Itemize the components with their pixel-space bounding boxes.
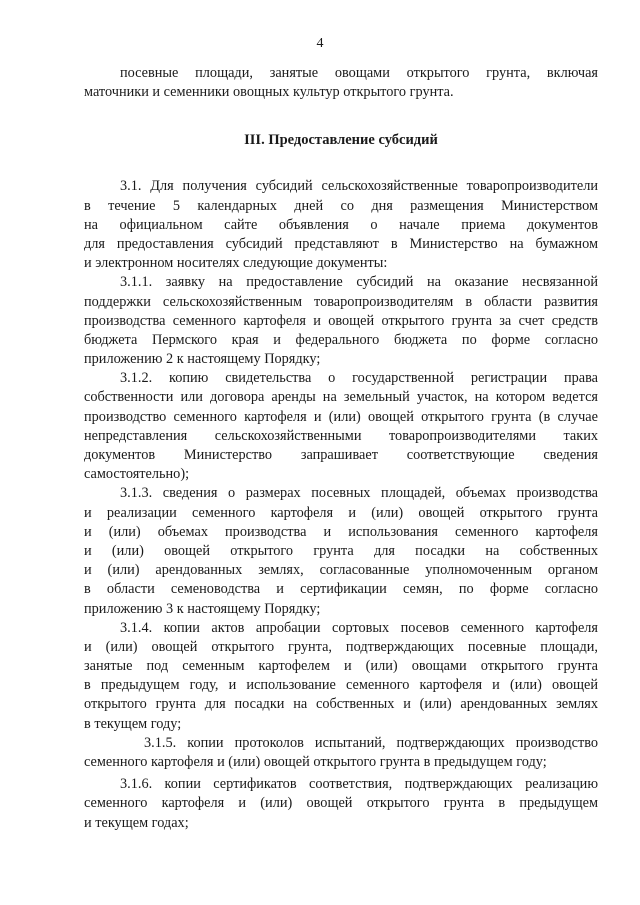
text-line: и электронном носителях следующие документы: (84, 255, 388, 272)
text-line: бюджета Пермского края и федерального бюджета по форме согласно (84, 331, 598, 348)
text-line: и реализации семенного картофеля и (или) овощей открытого грунта (84, 504, 598, 521)
paragraph-3-1-6 (84, 775, 598, 833)
text-line: занятые под семенным картофелем и (или) овощами открытого грунта (84, 658, 598, 675)
paragraph-3-1-3 (84, 484, 598, 618)
document-body (84, 64, 598, 833)
page-number: 4 (316, 36, 324, 51)
paragraph-3-1-5 (84, 734, 598, 772)
text-line: 3.1.5. копии протоколов испытаний, подтверждающих производство (144, 734, 598, 751)
text-line: в текущем году; (84, 715, 182, 732)
text-line: в области семеноводства и сертификации семян, по форме согласно (84, 581, 598, 598)
section-heading: III. Предоставление субсидий (244, 132, 438, 149)
text-line: производства семенного картофеля и овощей открытого грунта за счет средств (84, 312, 598, 329)
paragraph-3-1-1 (84, 273, 598, 369)
paragraph-3-1-4 (84, 619, 598, 734)
text-line: в течение 5 календарных дней со дня размещения Министерством (84, 197, 598, 214)
text-line: 3.1.2. копию свидетельства о государственной регистрации права (120, 370, 598, 387)
text-line: открытого грунта для посадки на собственных и (или) арендованных землях (84, 696, 598, 713)
text-line: непредставления сельскохозяйственными товаропроизводителями таких (84, 427, 598, 444)
text-line: и (или) овощей открытого грунта для посадки на собственных (84, 542, 598, 559)
text-line: 3.1. Для получения субсидий сельскохозяйственные товаропроизводители (120, 178, 598, 195)
text-line: семенного картофеля и (или) овощей открытого грунта в предыдущем году; (84, 754, 547, 770)
text-line: самостоятельно); (84, 466, 190, 483)
text-line: маточники и семенники овощных культур открытого грунта. (84, 84, 454, 101)
text-line: семенного картофеля и (или) овощей открытого грунта в предыдущем (84, 795, 598, 812)
text-line: посевные площади, занятые овощами открытого грунта, включая (120, 65, 598, 81)
text-line: и (или) овощей открытого грунта, подтверждающих посевные площади, (84, 638, 598, 655)
text-line: на официальном сайте объявления о начале приема документов (84, 216, 598, 233)
text-line: и текущем годах; (84, 814, 189, 831)
paragraph-3-1-2 (84, 369, 598, 484)
text-line: 3.1.4. копии актов апробации сортовых посевов семенного картофеля (120, 619, 598, 636)
text-line: собственности или договора аренды на земельный участок, на котором ведется (84, 389, 598, 406)
text-line: 3.1.6. копии сертификатов соответствия, подтверждающих реализацию (120, 776, 598, 793)
text-line: и (или) объемах производства и использования семенного картофеля (84, 523, 598, 540)
text-line: для предоставления субсидий представляют в Министерство на бумажном (84, 235, 598, 252)
text-line: документов Министерство запрашивает соответствующие сведения (84, 447, 598, 463)
paragraph-3-1 (84, 177, 598, 273)
intro-paragraph (84, 64, 598, 102)
text-line: приложению 2 к настоящему Порядку; (84, 351, 321, 368)
text-line: производство семенного картофеля и (или) овощей открытого грунта (в случае (84, 408, 598, 425)
text-line: 3.1.1. заявку на предоставление субсидий на оказание несвязанной (120, 274, 598, 291)
text-line: и (или) арендованных землях, согласованные уполномоченным органом (84, 562, 598, 579)
text-line: поддержки сельскохозяйственным товаропроизводителям в области развития (84, 293, 598, 310)
text-line: 3.1.3. сведения о размерах посевных площадей, объемах производства (120, 485, 598, 502)
text-line: в предыдущем году, и использование семенного картофеля и (или) овощей (84, 677, 598, 694)
text-line: приложению 3 к настоящему Порядку; (84, 600, 321, 617)
